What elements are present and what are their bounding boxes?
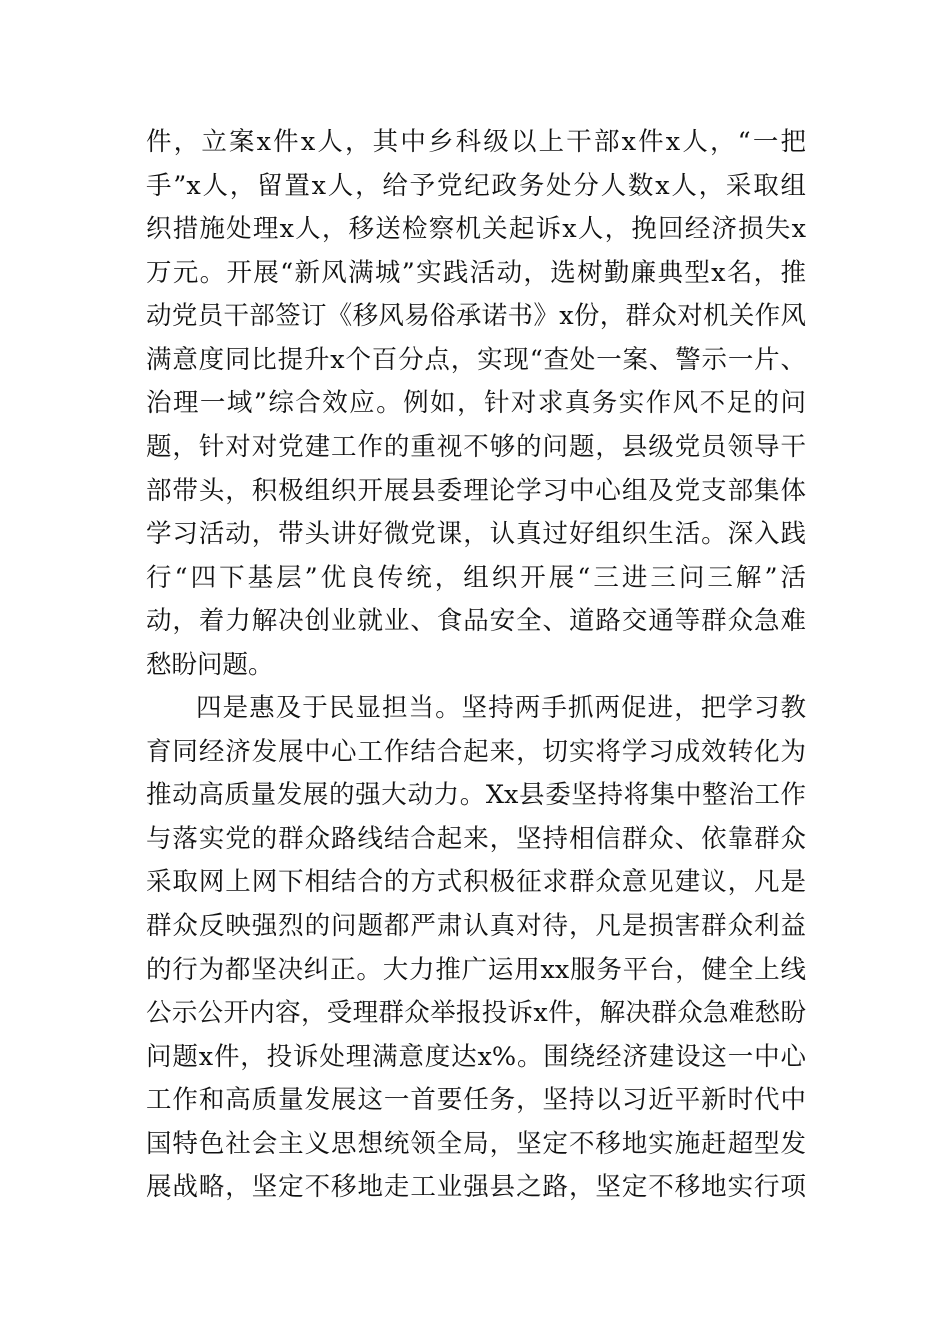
text-line: 问题x件，投诉处理满意度达x%。围绕经济建设这一中心 (146, 1042, 806, 1072)
text-line: 国特色社会主义思想统领全局，坚定不移地实施赶超型发 (146, 1129, 806, 1159)
text-line: 学习活动，带头讲好微党课，认真过好组织生活。深入践 (146, 519, 806, 549)
text-line: 展战略，坚定不移地走工业强县之路，坚定不移地实行项 (146, 1172, 806, 1202)
text-line: 愁盼问题。 (146, 650, 274, 680)
text-line: 育同经济发展中心工作结合起来，切实将学习成效转化为 (146, 737, 806, 767)
text-line: 与落实党的群众路线结合起来，坚持相信群众、依靠群众 (146, 824, 806, 854)
text-line: 件，立案x件x人，其中乡科级以上干部x件x人，“一把 (146, 127, 806, 157)
text-line: 部带头，积极组织开展县委理论学习中心组及党支部集体 (146, 476, 806, 506)
text-line: 采取网上网下相结合的方式积极征求群众意见建议，凡是 (146, 867, 806, 897)
paragraph-first-line: 四是惠及于民显担当。坚持两手抓两促进，把学习教 (196, 693, 806, 723)
text-line: 满意度同比提升x个百分点，实现“查处一案、警示一片、 (146, 345, 806, 375)
text-line: 推动高质量发展的强大动力。Xx县委坚持将集中整治工作 (146, 780, 806, 810)
text-line: 工作和高质量发展这一首要任务，坚持以习近平新时代中 (146, 1085, 806, 1115)
text-line: 织措施处理x人，移送检察机关起诉x人，挽回经济损失x (146, 214, 806, 244)
text-line: 群众反映强烈的问题都严肃认真对待，凡是损害群众利益 (146, 911, 806, 941)
text-line: 万元。开展“新风满城”实践活动，选树勤廉典型x名，推 (146, 258, 806, 288)
text-line: 公示公开内容，受理群众举报投诉x件，解决群众急难愁盼 (146, 998, 806, 1028)
text-line: 动党员干部签订《移风易俗承诺书》x份，群众对机关作风 (146, 301, 806, 331)
text-line: 题，针对对党建工作的重视不够的问题，县级党员领导干 (146, 432, 806, 462)
text-line: 行“四下基层”优良传统，组织开展“三进三问三解”活 (146, 563, 806, 593)
text-line: 治理一域”综合效应。例如，针对求真务实作风不足的问 (146, 388, 806, 418)
text-line: 手”x人，留置x人，给予党纪政务处分人数x人，采取组 (146, 171, 806, 201)
text-line: 动，着力解决创业就业、食品安全、道路交通等群众急难 (146, 606, 806, 636)
text-line: 的行为都坚决纠正。大力推广运用xx服务平台，健全上线 (146, 955, 806, 985)
